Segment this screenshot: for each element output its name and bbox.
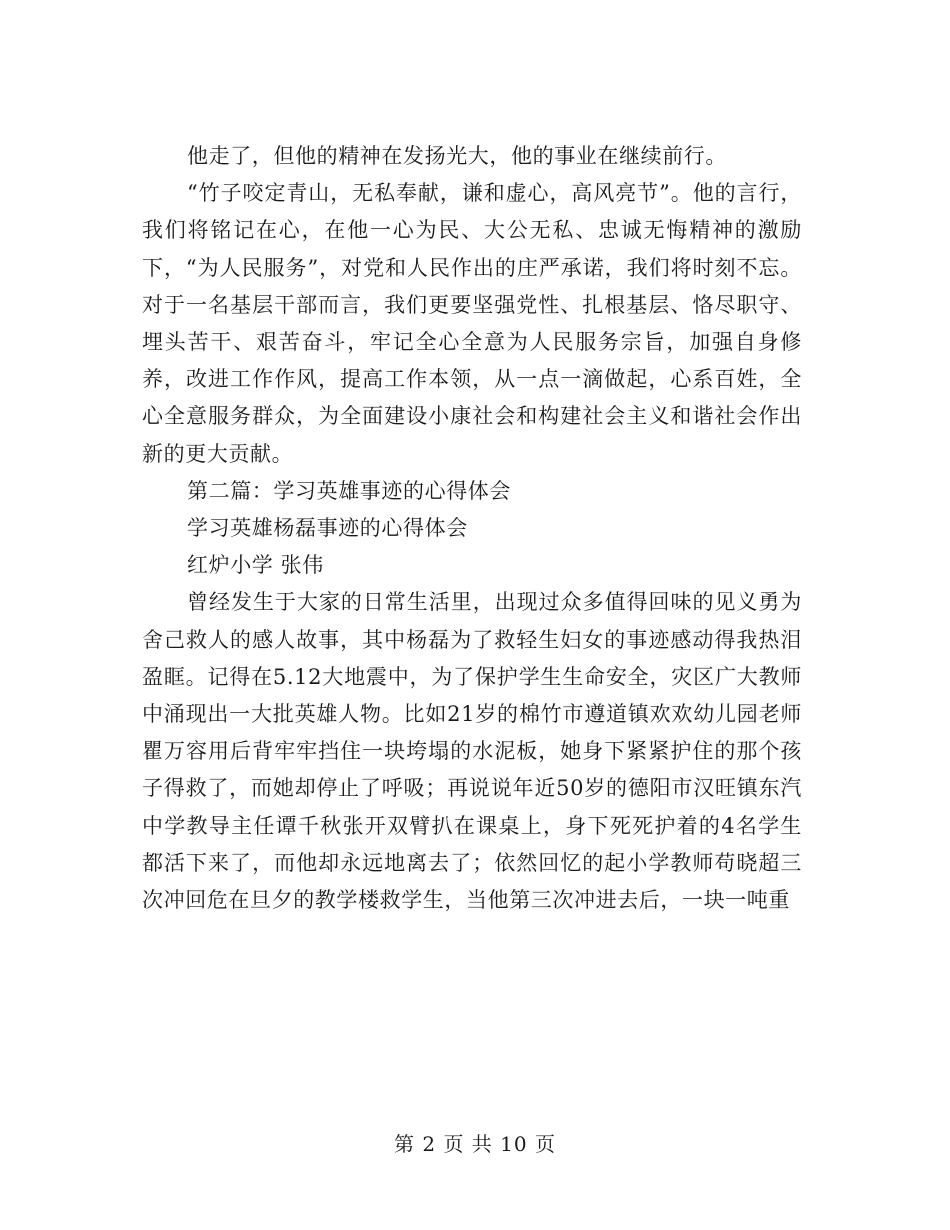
body-text [142, 138, 802, 919]
page-footer: 第 2 页 共 10 页 [394, 1132, 556, 1156]
paragraph-3: 曾经发生于大家的日常生活里，出现过众多值得回味的见义勇为舍己救人的感人故事，其中杨磊为了救轻生妇女的事迹感动得我热泪盈眶。记得在5.12大地震中，为了保护学生生命安全，灾区广大教师中涌现出一大批英雄人物。比如21岁的棉竹市遵道镇欢欢幼儿园老师瞿万容用后背牢牢挡住一块垮塌的水泥板，她身下紧紧护住的那个孩子得救了，而她却停止了呼吸；再说说年近50岁的德阳市汉旺镇东汽中学教导主任谭千秋张开双臂扒在课桌上，身下死死护着的4名学生都活下来了，而他却永远地离去了；依然回忆的起小学教师苟晓超三次冲回危在旦夕的教学楼救学生，当他第三次冲进去后，一块一吨重 [142, 590, 802, 913]
paragraph-1: 他走了，但他的精神在发扬光大，他的事业在继续前行。 [187, 144, 727, 168]
article-title: 学习英雄杨磊事迹的心得体会 [187, 516, 468, 541]
author-line: 红炉小学 张伟 [187, 553, 324, 578]
section-heading: 第二篇：学习英雄事迹的心得体会 [187, 478, 511, 503]
paragraph-2: “竹子咬定青山，无私奉献，谦和虚心，高风亮节”。他的言行，我们将铭记在心，在他一心为民、大公无私、忠诚无悔精神的激励下，“为人民服务”，对党和人民作出的庄严承诺，我们将时刻不忘。对于一名基层干部而言，我们更要坚强党性、扎根基层、恪尽职守、埋头苦干、艰苦奋斗，牢记全心全意为人民服务宗旨，加强自身修养，改进工作作风，提高工作本领，从一点一滴做起，心系百姓，全心全意服务群众，为全面建设小康社会和构建社会主义和谐社会作出新的更大贡献。 [142, 181, 802, 466]
